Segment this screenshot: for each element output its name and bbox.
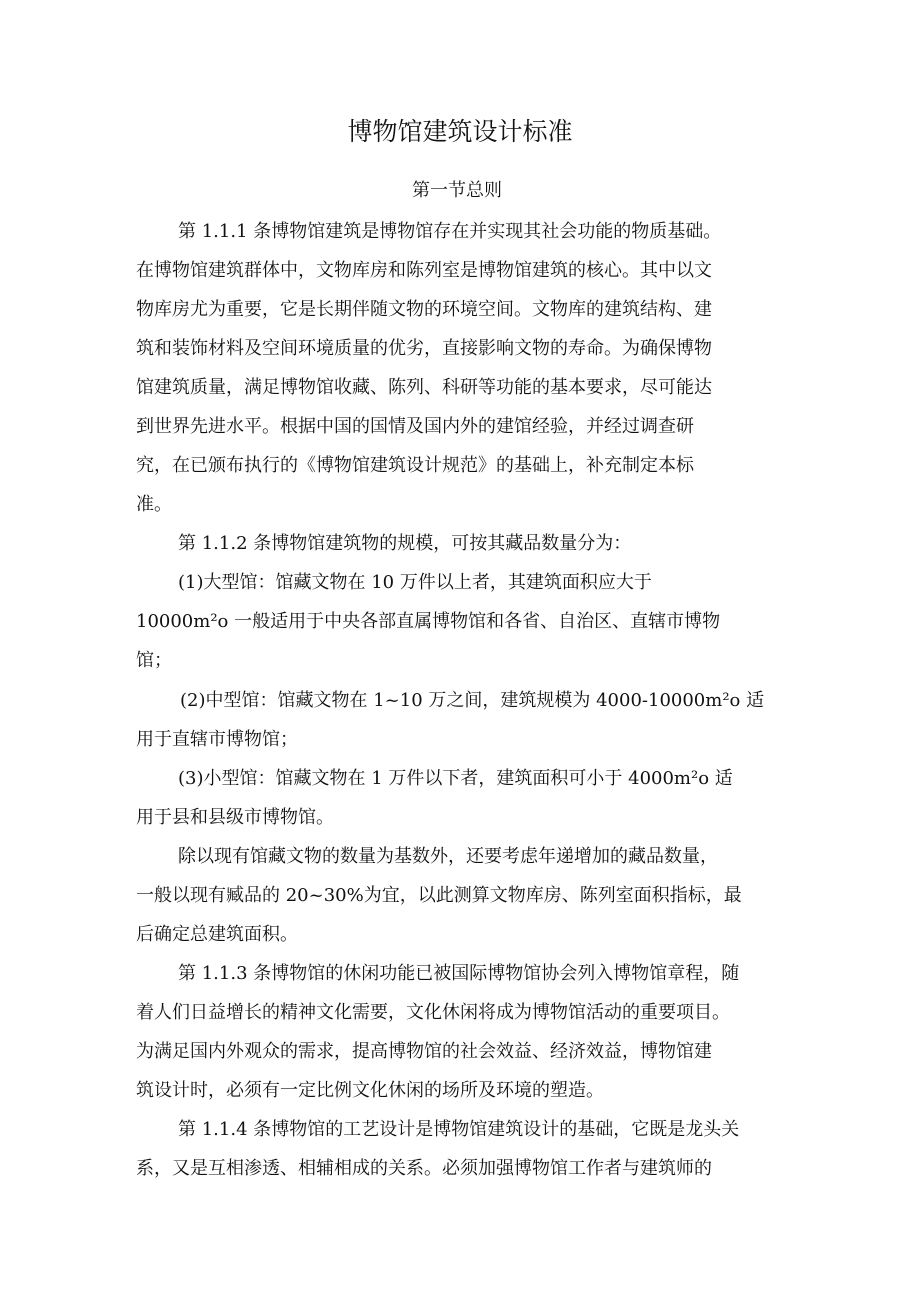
text-line: 着人们日益增长的精神文化需要，文化休闲将成为博物馆活动的重要项目。 xyxy=(136,1002,730,1023)
text-line: 为满足国内外观众的需求，提高博物馆的社会效益、经济效益，博物馆建 xyxy=(136,1041,712,1062)
text-line: (2)中型馆：馆藏文物在 1~10 万之间，建筑规模为 4000-10000m²o 适 xyxy=(180,690,765,711)
text-line: 除以现有馆藏文物的数量为基数外，还要考虑年递增加的藏品数量， xyxy=(178,846,718,867)
text-line: 第 1.1.4 条博物馆的工艺设计是博物馆建筑设计的基础，它既是龙头关 xyxy=(178,1119,740,1140)
text-line: 筑和装饰材料及空间环境质量的优劣，直接影响文物的寿命。为确保博物 xyxy=(136,338,712,359)
text-line: 准。 xyxy=(136,494,172,515)
text-line: (3)小型馆：馆藏文物在 1 万件以下者，建筑面积可小于 4000m²o 适 xyxy=(178,768,733,789)
text-line: 筑设计时，必须有一定比例文化休闲的场所及环境的塑造。 xyxy=(136,1080,604,1101)
text-line: 在博物馆建筑群体中，文物库房和陈列室是博物馆建筑的核心。其中以文 xyxy=(136,260,712,281)
text-line: 第 1.1.2 条博物馆建筑物的规模，可按其藏品数量分为： xyxy=(178,533,632,554)
text-line: 馆； xyxy=(136,650,172,671)
text-line: 用于县和县级市博物馆。 xyxy=(136,807,334,828)
text-line: 系，又是互相渗透、相辅相成的关系。必须加强博物馆工作者与建筑师的 xyxy=(136,1158,712,1179)
text-line: (1)大型馆：馆藏文物在 10 万件以上者，其建筑面积应大于 xyxy=(178,572,652,593)
text-line: 10000m²o 一般适用于中央各部直属博物馆和各省、自治区、直辖市博物 xyxy=(136,611,721,632)
text-line: 第 1.1.1 条博物馆建筑是博物馆存在并实现其社会功能的物质基础。 xyxy=(178,221,722,242)
text-line: 物库房尤为重要，它是长期伴随文物的环境空间。文物库的建筑结构、建 xyxy=(136,299,712,320)
document-title: 博物馆建筑设计标准 xyxy=(347,117,573,146)
text-line: 究，在已颁布执行的《博物馆建筑设计规范》的基础上，补充制定本标 xyxy=(136,455,694,476)
text-line: 到世界先进水平。根据中国的国情及国内外的建馆经验，并经过调查研 xyxy=(136,416,694,437)
text-line: 用于直辖市博物馆； xyxy=(136,729,298,750)
text-line: 一般以现有臧品的 20~30%为宜，以此测算文物库房、陈列室面积指标，最 xyxy=(136,885,742,906)
text-line: 后确定总建筑面积。 xyxy=(136,924,298,945)
text-line: 第 1.1.3 条博物馆的休闲功能已被国际博物馆协会列入博物馆章程，随 xyxy=(178,963,740,984)
text-line: 馆建筑质量，满足博物馆收藏、陈列、科研等功能的基本要求，尽可能达 xyxy=(136,377,712,398)
section-heading: 第一节总则 xyxy=(412,180,502,201)
